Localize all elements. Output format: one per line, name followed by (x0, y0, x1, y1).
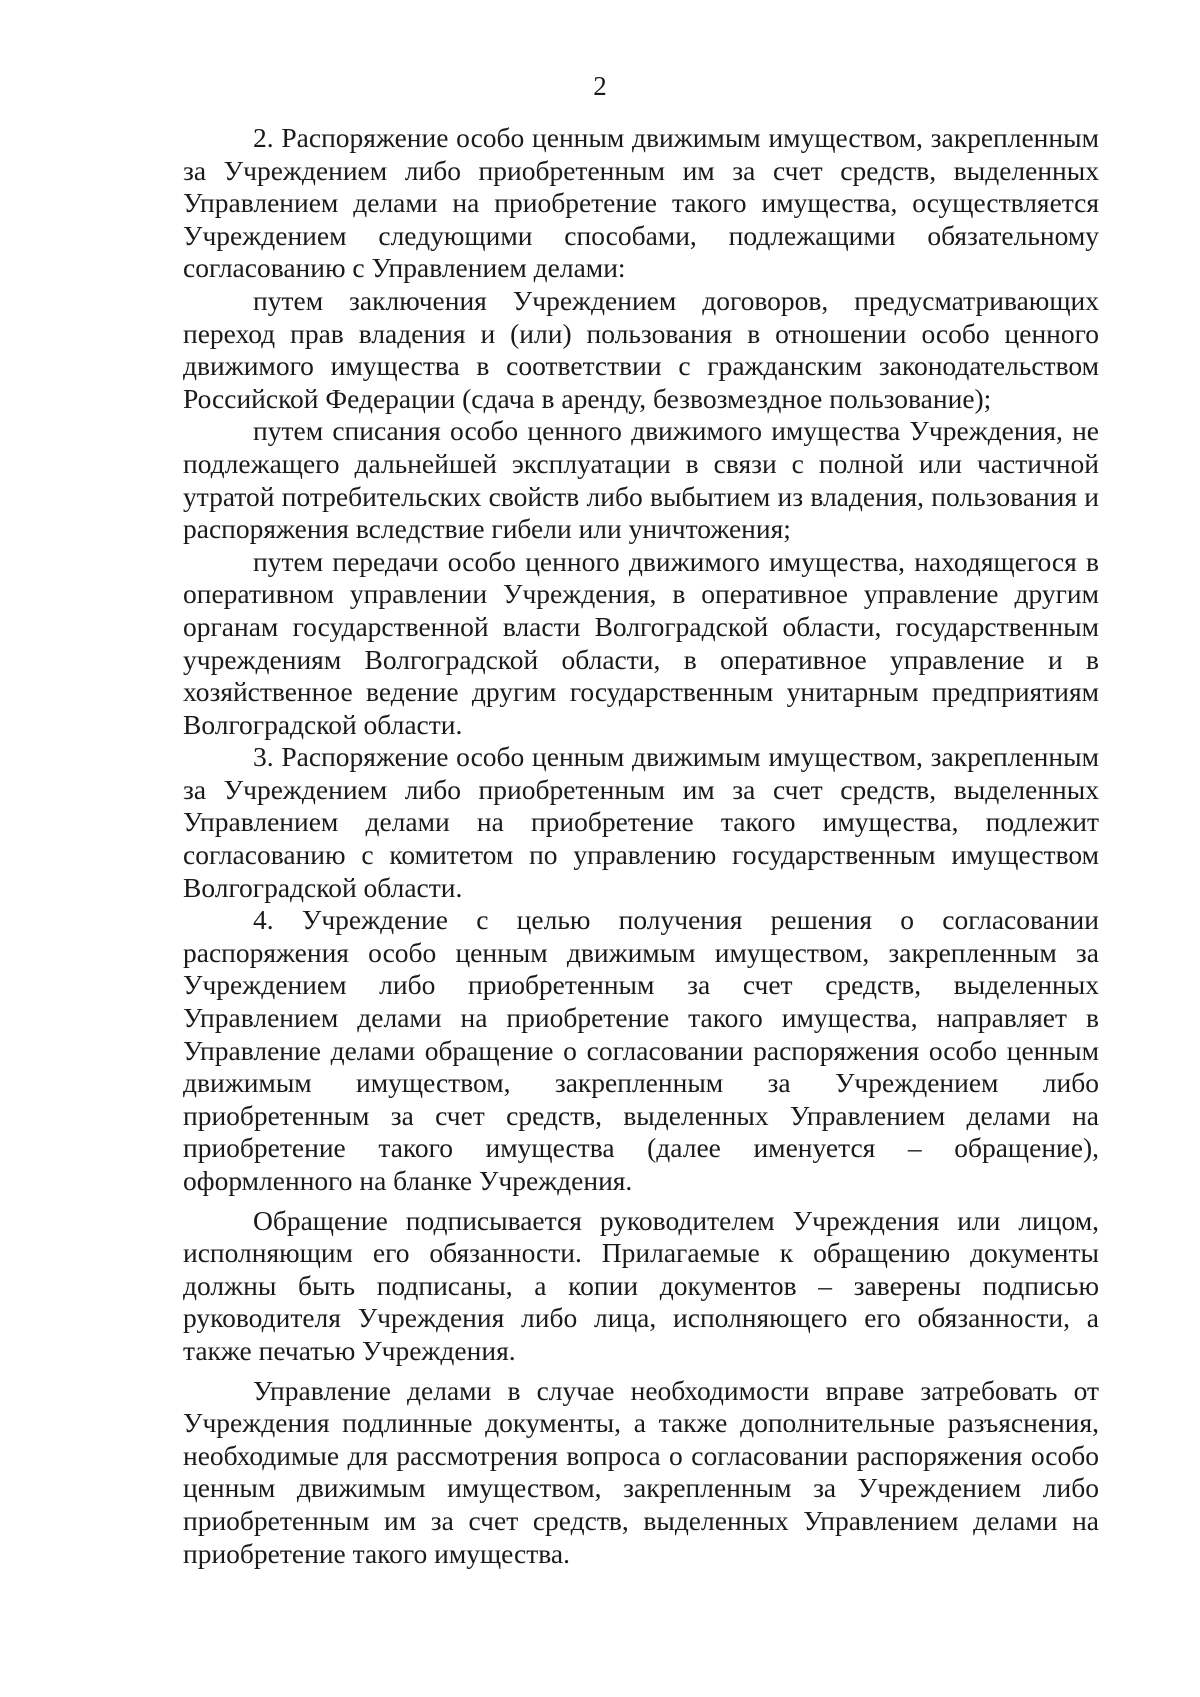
paragraph-2-method-transfer: путем передачи особо ценного движимого имущества, находящегося в оперативном управлении Учреждения, в оперативное управление другим органам государственной власти Волгоградской области, государственным учреждениям Волгоградской области, в оперативное управление и в хозяйственное ведение другим государственным унитарным предприятиям Волгоградской области. (183, 545, 1099, 740)
page-number: 2 (593, 71, 607, 101)
paragraph-2-method-write-off: путем списания особо ценного движимого имущества Учреждения, не подлежащего дальнейшей эксплуатации в связи с полной или частичной утратой потребительских свойств либо выбытием из владения, пользования и распоряжения вследствие гибели или уничтожения; (183, 415, 1099, 545)
paragraph-additional-documents: Управление делами в случае необходимости вправе затребовать от Учреждения подлинные документы, а также дополнительные разъяснения, необходимые для рассмотрения вопроса о согласовании распоряжения особо ценным движимым имуществом, закрепленным за Учреждением либо приобретенным им за счет средств, выделенных Управлением делами на приобретение такого имущества. (183, 1374, 1099, 1569)
paragraph-4: 4. Учреждение с целью получения решения о согласовании распоряжения особо ценным движимым имуществом, закрепленным за Учреждением либо приобретенным за счет средств, выделенных Управлением делами на приобретение такого имущества, направляет в Управление делами обращение о согласовании распоряжения особо ценным движимым имуществом, закрепленным за Учреждением либо приобретенным за счет средств, выделенных Управлением делами на приобретение такого имущества (далее именуется – обращение), оформленного на бланке Учреждения. (183, 904, 1099, 1196)
paragraph-appeal-signature: Обращение подписывается руководителем Учреждения или лицом, исполняющим его обязанности. Прилагаемые к обращению документы должны быть подписаны, а копии документов – заверены подписью руководителя Учреждения либо лица, исполняющего его обязанности, а также печатью Учреждения. (183, 1204, 1099, 1366)
paragraph-2-method-lease: путем заключения Учреждением договоров, предусматривающих переход прав владения и (или) пользования в отношении особо ценного движимого имущества в соответствии с гражданским законодательством Российской Федерации (сдача в аренду, безвозмездное пользование); (183, 284, 1099, 414)
paragraph-3: 3. Распоряжение особо ценным движимым имуществом, закрепленным за Учреждением либо приобретенным им за счет средств, выделенных Управлением делами на приобретение такого имущества, подлежит согласованию с комитетом по управлению государственным имуществом Волгоградской области. (183, 741, 1099, 903)
paragraph-2-main: 2. Распоряжение особо ценным движимым имуществом, закрепленным за Учреждением либо приобретенным им за счет средств, выделенных Управлением делами на приобретение такого имущества, осуществляется Учреждением следующими способами, подлежащими обязательному согласованию с Управлением делами: (183, 122, 1099, 284)
document-body (183, 122, 1099, 1570)
